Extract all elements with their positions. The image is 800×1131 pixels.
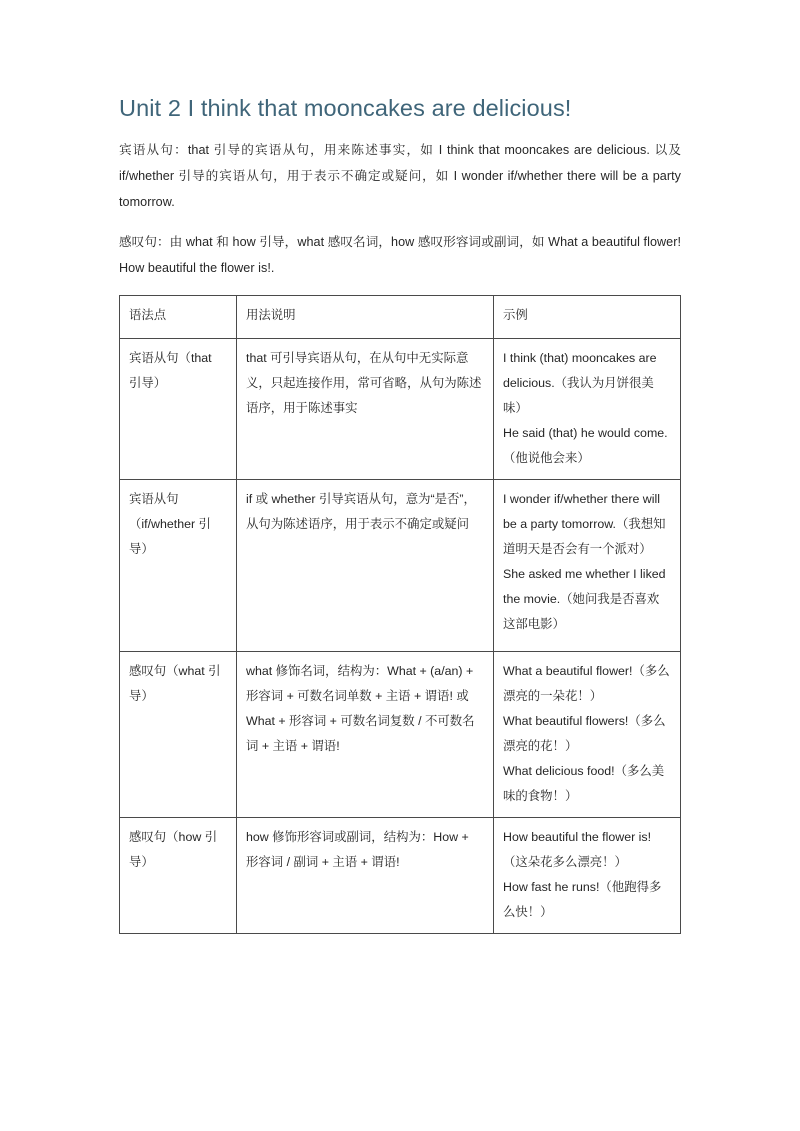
example-line: What delicious food!（多么美味的食物！）: [503, 764, 665, 804]
column-header-usage: 用法说明: [237, 296, 494, 339]
document-content: [119, 94, 681, 934]
grammar-table: [119, 295, 681, 934]
example-line: She asked me whether I liked the movie.（她问我是否喜欢这部电影）: [503, 567, 666, 632]
example-line: He said (that) he would come.（他说他会来）: [503, 426, 668, 466]
cell-grammar-point: 宾语从句（if/whether 引导）: [120, 480, 237, 652]
cell-usage: if 或 whether 引导宾语从句，意为“是否”，从句为陈述语序，用于表示不确定或疑问: [237, 480, 494, 652]
cell-grammar-point: 感叹句（what 引导）: [120, 652, 237, 818]
table-row: [120, 339, 681, 480]
cell-examples: [494, 339, 681, 480]
table-row: [120, 480, 681, 652]
page-title: Unit 2 I think that mooncakes are delicious!: [119, 95, 572, 121]
cell-examples: [494, 652, 681, 818]
cell-examples: [494, 818, 681, 934]
table-header-row: [120, 296, 681, 339]
column-header-example: 示例: [494, 296, 681, 339]
example-line: I wonder if/whether there will be a party tomorrow.（我想知道明天是否会有一个派对）: [503, 492, 666, 557]
table-row: [120, 652, 681, 818]
cell-usage: what 修饰名词，结构为：What + (a/an) + 形容词 + 可数名词单数 + 主语 + 谓语! 或 What + 形容词 + 可数名词复数 / 不可数名词 + 主语 + 谓语!: [237, 652, 494, 818]
table-row: [120, 818, 681, 934]
intro-paragraph-exclamatory: 感叹句：由 what 和 how 引导，what 感叹名词，how 感叹形容词或副词，如 What a beautiful flower! How beautiful the flower is!.: [119, 235, 681, 276]
cell-usage: how 修饰形容词或副词，结构为：How + 形容词 / 副词 + 主语 + 谓语!: [237, 818, 494, 934]
example-line: What a beautiful flower!（多么漂亮的一朵花！）: [503, 664, 670, 704]
cell-examples: [494, 480, 681, 652]
cell-usage: that 可引导宾语从句，在从句中无实际意义，只起连接作用，常可省略，从句为陈述语序，用于陈述事实: [237, 339, 494, 480]
cell-grammar-point: 感叹句（how 引导）: [120, 818, 237, 934]
cell-grammar-point: 宾语从句（that 引导）: [120, 339, 237, 480]
example-line: I think (that) mooncakes are delicious.（我认为月饼很美味）: [503, 351, 657, 416]
example-line: How fast he runs!（他跑得多么快！）: [503, 880, 662, 920]
intro-paragraph-object-clause: 宾语从句：that 引导的宾语从句，用来陈述事实，如 I think that mooncakes are delicious. 以及 if/whether 引导的宾语从句，用于表示不确定或疑问，如 I wonder if/whether there will be a party tomorrow.: [119, 143, 681, 210]
example-line: What beautiful flowers!（多么漂亮的花！）: [503, 714, 666, 754]
column-header-grammar-point: 语法点: [120, 296, 237, 339]
example-line: How beautiful the flower is!（这朵花多么漂亮！）: [503, 830, 652, 870]
